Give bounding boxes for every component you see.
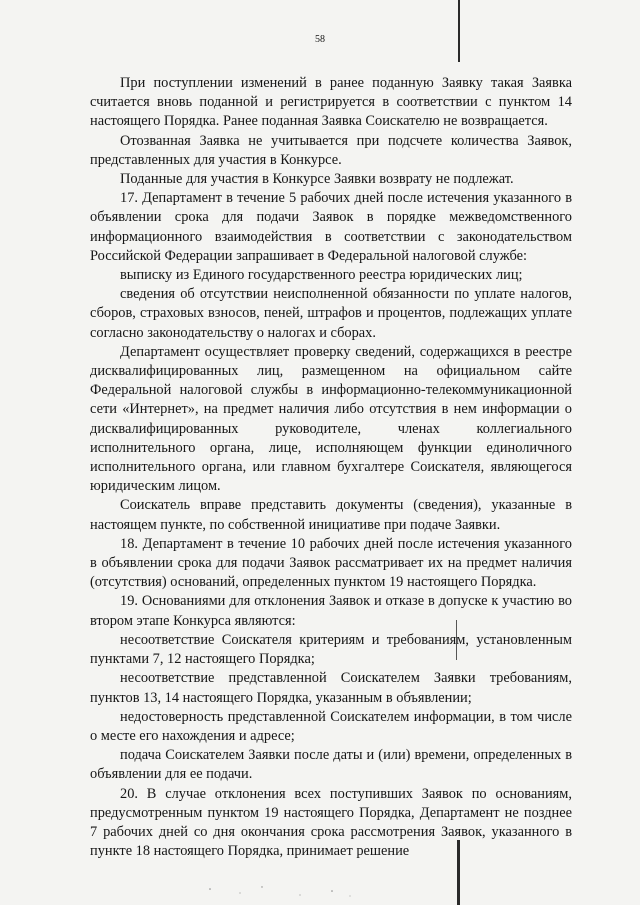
paragraph: несоответствие Соискателя критериям и требованиям, установленным пунктами 7, 12 настоящего Порядка; xyxy=(90,631,572,668)
paragraph: Департамент осуществляет проверку сведений, содержащихся в реестре дисквалифицированных лиц, размещенном на официальном сайте Федеральной налоговой службы в информационно-телекоммуникационной сети «Интернет», на предмет наличия либо отсутствия в нем информации о дисквалифицированных руководителе, членах коллегиального исполнительного органа, лице, исполняющем функции единоличного исполнительного органа, или главном бухгалтере Соискателя, являющегося юридическим лицом. xyxy=(90,343,572,495)
paragraph: 18. Департамент в течение 10 рабочих дней после истечения указанного в объявлении срока для подачи Заявок рассматривает их на предмет наличия (отсутствия) оснований, определенных пунктом 19 настоящего Порядка. xyxy=(90,535,572,591)
paragraph: Поданные для участия в Конкурсе Заявки возврату не подлежат. xyxy=(120,171,514,188)
paragraph: 20. В случае отклонения всех поступивших Заявок по основаниям, предусмотренным пунктом 19 настоящего Порядка, Департамент не позднее 7 рабочих дней со дня окончания срока рассмотрения Заявок, указанного в пункте 18 настоящего Порядка, принимает решение xyxy=(90,785,572,860)
paragraph: подача Соискателем Заявки после даты и (или) времени, определенных в объявлении для ее подачи. xyxy=(90,747,572,783)
paragraph: сведения об отсутствии неисполненной обязанности по уплате налогов, сборов, страховых взносов, пеней, штрафов и процентов, подлежащих уплате согласно законодательству о налогах и сборах. xyxy=(90,286,572,341)
paragraph: несоответствие представленной Соискателем Заявки требованиям, пунктов 13, 14 настоящего Порядка, указанным в объявлении; xyxy=(90,670,572,706)
paragraph: Соискатель вправе представить документы (сведения), указанные в настоящем пункте, по собственной инициативе при подаче Заявки. xyxy=(90,497,572,533)
paragraph: При поступлении изменений в ранее поданную Заявку такая Заявка считается вновь поданной и регистрируется в соответствии с пунктом 14 настоящего Порядка. Ранее поданная Заявка Соискателю не возвращается. xyxy=(90,75,572,130)
page-number: 58 xyxy=(315,34,325,45)
paragraph: выписку из Единого государственного реестра юридических лиц; xyxy=(120,267,523,284)
scan-noise xyxy=(0,881,640,901)
paragraph: Отозванная Заявка не учитывается при подсчете количества Заявок, представленных для участия в Конкурсе. xyxy=(90,132,572,168)
paragraph: 19. Основаниями для отклонения Заявок и отказе в допуске к участию во втором этапе Конкурса являются: xyxy=(90,593,572,629)
document-body xyxy=(90,74,572,861)
paragraph: 17. Департамент в течение 5 рабочих дней после истечения указанного в объявлении срока для подачи Заявок в порядке межведомственного информационного взаимодействия в соответствии с законодательством Российской Федерации запрашивает в Федеральной налоговой службе: xyxy=(90,190,572,264)
paragraph: недостоверность представленной Соискателем информации, в том числе о месте его нахождения и адресе; xyxy=(90,708,572,744)
scan-mark-top xyxy=(458,0,460,62)
